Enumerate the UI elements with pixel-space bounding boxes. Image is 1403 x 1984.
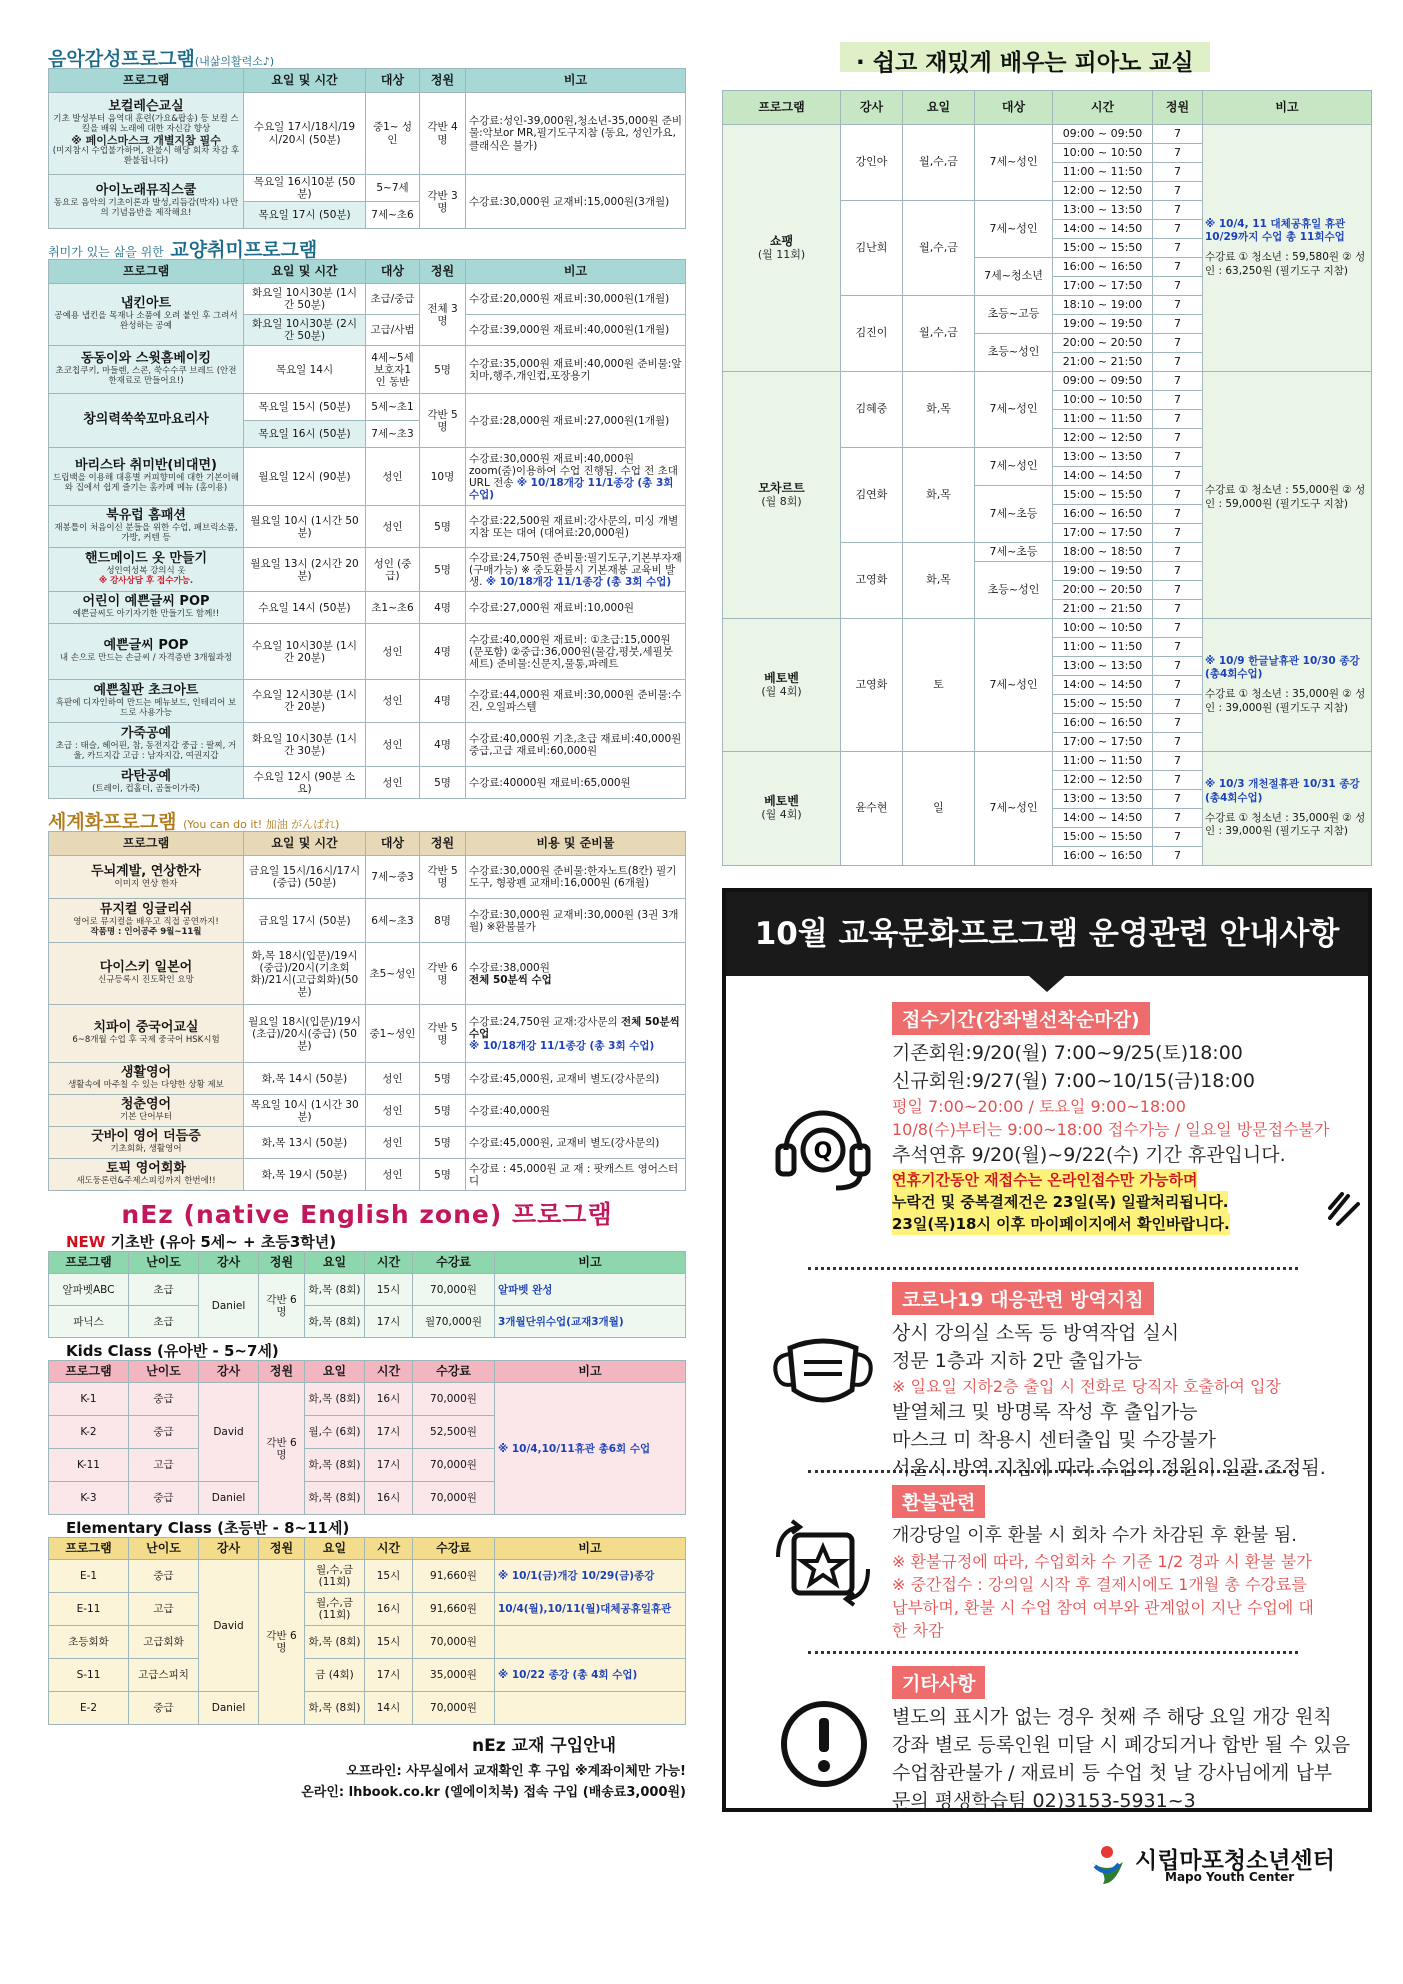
table-row: 김진이 월,수,금 초등~고등 18:10 ~ 19:00 7 [723, 296, 1372, 315]
table-row: 베토벤 (월 4회) 고영화 토 7세~성인 10:00 ~ 10:50 7 ※ 10/9 한글날휴관 10/30 종강(총4회수업) 수강료 ① 청소년 : 35,000원 ② 성 인 : 39,000원 (필기도구 지참) [723, 619, 1372, 638]
table-row: 13:00 ~ 13:50 7 [723, 790, 1372, 809]
registration-tag: 접수기간(강좌별선착순마감) [892, 1002, 1150, 1035]
center-logo: 시립마포청소년센터 Mapo Youth Center [1085, 1842, 1375, 1892]
table-row: 11:00 ~ 11:50 7 [723, 163, 1372, 182]
table-row: 초등~성인 20:00 ~ 20:50 7 [723, 334, 1372, 353]
table-row: 21:00 ~ 21:50 7 [723, 353, 1372, 372]
svg-text:Q: Q [813, 1139, 833, 1164]
table-row: 모차르트 (월 8회) 김혜중 화,목 7세~성인 09:00 ~ 09:50 7 수강료 ① 청소년 : 55,000원 ② 성 인 : 59,000원 (필기도구 지참) [723, 372, 1372, 391]
table-row: 다이스키 일본어 신규등록시 진도확인 요망 화,목 18시(입문)/19시(중급)/20시(기초회화)/21시(고급회화)(50분) 초5~성인 각반 6명 수강료:38,000원 전체 50분씩 수업 [49, 943, 686, 1005]
global-table [48, 831, 686, 1191]
table-row: 7세~초등 15:00 ~ 15:50 7 [723, 486, 1372, 505]
left-column [48, 44, 686, 1800]
mask-icon [768, 1320, 878, 1420]
table-row: S-11 고급스피치 금 (4회) 17시 35,000원 ※ 10/22 종강 (총 4회 수업) [49, 1659, 686, 1692]
logo-mark-icon [1085, 1844, 1129, 1888]
table-row: 창의력쑥쑥꼬마요리사 목요일 15시 (50분) 5세~초1 각반 5명 수강료:28,000원 재료비:27,000원(1개월) [49, 394, 686, 421]
hobby-header: 프로그램 [49, 260, 244, 284]
table-row: 20:00 ~ 20:50 7 [723, 581, 1372, 600]
refund-tag: 환불관련 [892, 1485, 985, 1518]
table-row: 라탄공예 (트레이, 컵홀더, 곰돌이가죽) 수요일 12시 (90분 소요) 성인 5명 수강료:40000원 재료비:65,000원 [49, 767, 686, 799]
table-row: 17:00 ~ 17:50 7 [723, 277, 1372, 296]
music-section-title: 음악감성프로그램(내삶의활력소♪) [48, 48, 275, 70]
piano-title: · 쉽고 재밌게 배우는 피아노 교실 [840, 42, 1210, 72]
table-row: 17:00 ~ 17:50 7 [723, 524, 1372, 543]
piano-table: 프로그램 강사 요일 대상 시간 정원 비고 쇼팽 (월 11회) 강인아 월,수,금 7세~성인 09:00 ~ 09:50 7 ※ 10/4, 11 대체공휴일 휴관 10/29까지 수업 총 11회수업 수강료 ① 청소년 : 59,580원 ② 성 인 : 63,250원 (필기도구 지참) 10:00 ~ 10:50 7 11:00 ~ 11:50 7 12:00 ~ 12:50 7 김난희 월,수,금 7세~성인 13:00 ~ 13:50 7 14:00 ~ 14:50 7 15:00 ~ 15:50 7 7세~청소년 16:00 ~ 16:50 7 17:00 ~ 17:50 7 김진이 월,수,금 초등~고등 18:10 ~ 19:00 7 19:00 ~ 19:50 7 초등~성인 20:00 ~ 20:50 7 21:00 ~ 21:50 7 모차르트 (월 8회) 김혜중 화,목 7세~성인 09:00 ~ 09:50 7 수강료 ① 청소년 : 55,000원 ② 성 인 : 59,000원 (필기도구 지참) 10:00 ~ 10:50 7 11:00 ~ 11:50 7 12:00 ~ 12:50 7 김연화 화,목 7세~성인 13:00 ~ 13:50 7 14:00 ~ 14:50 7 7세~초등 15:00 ~ 15:50 7 16:00 ~ 16:50 7 17:00 ~ 17:50 7 고영화 화,목 7세~초등 18:00 ~ 18:50 7 초등~성인 19:00 ~ 19:50 7 20:00 ~ 20:50 7 21:00 ~ 21:50 7 베토벤 (월 4회) 고영화 토 7세~성인 10:00 ~ 10:50 7 ※ 10/9 한글날휴관 10/30 종강(총4회수업) 수강료 ① 청소년 : 35,000원 ② 성 인 : 39,000원 (필기도구 지참) 11:00 ~ 11:50 7 13:00 ~ 13:50 7 14:00 ~ 14:50 7 15:00 ~ 15:50 7 16:00 ~ 16:50 7 17:00 ~ 17:50 7 베토벤 (월 4회) 윤수현 일 7세~성인 11:00 ~ 11:50 7 ※ 10/3 개천절휴관 10/31 종강(총4회수업) 수강료 ① 청소년 : 35,000원 ② 성 인 : 39,000원 (필기도구 지참) 12:00 ~ 12:50 7 13:00 ~ 13:50 7 14:00 ~ 14:50 7 15:00 ~ 15:50 7 16:00 ~ 16:50 7 [722, 90, 1372, 866]
music-header: 비고 [466, 69, 686, 93]
global-header: 정원 [420, 832, 466, 856]
table-row: 쇼팽 (월 11회) 강인아 월,수,금 7세~성인 09:00 ~ 09:50 7 ※ 10/4, 11 대체공휴일 휴관 10/29까지 수업 총 11회수업 수강료 ① 청소년 : 59,580원 ② 성 인 : 63,250원 (필기도구 지참) [723, 125, 1372, 144]
hobby-header: 대상 [366, 260, 420, 284]
nez-kids-table: 프로그램 난이도 강사 정원 요일 시간 수강료 비고 K-1 중급 David 각반 6명 화,목 (8회) 16시 70,000원 ※ 10/4,10/11휴관 총6회 수업 K-2 중급 월,수 (6회) 17시 52,500원 K-11 고급 화,목 (8회) 17시 70,000원 K-3 중급 Daniel 화,목 (8회) 16시 70,000원 [48, 1360, 686, 1515]
table-row: 알파벳ABC 초급 Daniel 각반 6명 화,목 (8회) 15시 70,000원 알파벳 완성 [49, 1274, 686, 1306]
table-row: E-11 고급 월,수,금 (11회) 16시 91,660원 10/4(월),10/11(월)대체공휴일휴관 [49, 1593, 686, 1626]
music-header: 정원 [420, 69, 466, 93]
table-row: 17:00 ~ 17:50 7 [723, 733, 1372, 752]
table-row: 굿바이 영어 더듬증 기초회화, 생활영어 화,목 13시 (50분) 성인 5명 수강료:45,000원, 교재비 별도(강사문의) [49, 1127, 686, 1159]
table-row: 냅킨아트 공예용 냅킨을 목재나 소품에 오려 붙인 후 그려서 완성하는 공예 화요일 10시30분 (1시간 50분) 초급/중급 전체 3명 수강료:20,000원 재료비:30,000원(1개월) [49, 284, 686, 315]
music-header: 프로그램 [49, 69, 244, 93]
global-header: 비용 및 준비물 [466, 832, 686, 856]
table-row: 북유럽 홈패션 재봉틀이 처음이신 분들을 위한 수업, 패브릭소품, 가방, 커텐 등 월요일 10시 (1시간 50분) 성인 5명 수강료:22,500원 재료비:강사문의, 미싱 개별지참 또는 대여 (대여료:20,000원) [49, 506, 686, 548]
table-row: 치파이 중국어교실 6~8개월 수업 후 국제 중국어 HSK시험 월요일 18시(입문)/19시(초급)/20시(중급) (50분) 중1~성인 각반 5명 수강료:24,750원 교재:강사문의 전체 50분씩 수업 ※ 10/18개강 11/1종강 (총 3회 수업) [49, 1005, 686, 1063]
table-row: 초등~성인 19:00 ~ 19:50 7 [723, 562, 1372, 581]
table-row: K-1 중급 David 각반 6명 화,목 (8회) 16시 70,000원 ※ 10/4,10/11휴관 총6회 수업 [49, 1383, 686, 1416]
notice-section-etc: 기타사항 별도의 표시가 없는 경우 첫째 주 해당 요일 개강 원칙 강좌 별로 등록인원 미달 시 폐강되거나 합반 될 수 있음 수업참관불가 / 재료비 등 수업 첫 날 강사님에게 납부 문의 평생학습팀 02)3153-5931~3 [726, 1654, 1368, 1804]
notice-section-refund: 환불관련 개강당일 이후 환불 시 회차 수가 차감된 후 환불 됨. ※ 환불규정에 따라, 수업회차 수 기준 1/2 경과 시 환불 불가 ※ 중간접수 : 강의일 시작 후 결제시에도 1개월 총 수강료를 납부하며, 환불 시 수업 참여 여부와 관계없이 지난 수업에 대 한 차감 [726, 1473, 1368, 1651]
table-row: 13:00 ~ 13:50 7 [723, 657, 1372, 676]
table-row: 보컬레슨교실 기초 발성부터 음역대 훈련(가요&팝송) 등 보컬 스킬을 배워 노래에 대한 자신감 향상 ※ 페이스마스크 개별지참 필수 (미지참시 수업불가하며, 환불시 해당 회차 차감 후 환불됩니다) 수요일 17시/18시/19시/20시 (50분) 중1~ 성인 각반 4명 수강료:성인-39,000원,청소년-35,000원 준비물:악보or MR,필기도구지참 (동요, 성인가요, 클래식은 불가) [49, 93, 686, 175]
global-header: 프로그램 [49, 832, 244, 856]
table-row: 15:00 ~ 15:50 7 [723, 239, 1372, 258]
notice-title: 10월 교육문화프로그램 운영관련 안내사항 [726, 892, 1368, 976]
music-header: 요일 및 시간 [244, 69, 366, 93]
table-row: 10:00 ~ 10:50 7 [723, 391, 1372, 410]
table-row: 12:00 ~ 12:50 7 [723, 182, 1372, 201]
nez-elem-table: 프로그램 난이도 강사 정원 요일 시간 수강료 비고 E-1 중급 David 각반 6명 월,수,금 (11회) 15시 91,660원 ※ 10/1(금)개강 10/29(금)종강 E-11 고급 월,수,금 (11회) 16시 91,660원 10/4(월),10/11(월)대체공휴일휴관 초등회화 고급회화 화,목 (8회) 15시 70,000원 S-11 고급스피치 금 (4회) 17시 35,000원 ※ 10/22 종강 (총 4회 수업) E-2 중급 Daniel 화,목 (8회) 14시 70,000원 [48, 1537, 686, 1725]
table-row: 16:00 ~ 16:50 7 [723, 847, 1372, 866]
table-row: K-2 중급 월,수 (6회) 17시 52,500원 [49, 1416, 686, 1449]
table-row: 예쁜칠판 초크아트 흑판에 디자인하여 만드는 메뉴보드, 인테리어 보드로 사용가능 수요일 12시30분 (1시간 20분) 성인 4명 수강료:44,000원 재료비:30,000원 준비물:수건, 오일파스텔 [49, 680, 686, 723]
table-row: E-1 중급 David 각반 6명 월,수,금 (11회) 15시 91,660원 ※ 10/1(금)개강 10/29(금)종강 [49, 1560, 686, 1593]
global-header: 요일 및 시간 [244, 832, 366, 856]
table-row: 14:00 ~ 14:50 7 [723, 467, 1372, 486]
table-row: 21:00 ~ 21:50 7 [723, 600, 1372, 619]
covid-tag: 코로나19 대응관련 방역지침 [892, 1282, 1154, 1315]
table-row: 청춘영어 기본 단어부터 목요일 10시 (1시간 30분) 성인 5명 수강료:40,000원 [49, 1095, 686, 1127]
table-row: 12:00 ~ 12:50 7 [723, 429, 1372, 448]
table-row: 가죽공예 초급 : 태슬, 헤어핀, 참, 동전지갑 중급 : 팔찌, 거울, 카드지갑 고급 : 남자지갑, 여권지갑 화요일 10시30분 (1시간 30분) 성인 4명 수강료:40,000원 기초,초급 재료비:40,000원 중급,고급 재료비:60,000원 [49, 723, 686, 767]
global-header: 대상 [366, 832, 420, 856]
table-row: 11:00 ~ 11:50 7 [723, 410, 1372, 429]
table-row: 김난희 월,수,금 7세~성인 13:00 ~ 13:50 7 [723, 201, 1372, 220]
refund-star-icon [768, 1513, 878, 1613]
table-row: 뮤지컬 잉글리쉬 영어로 뮤지컬을 배우고 직접 공연까지! 작품명 : 인어공주 9월~11월 금요일 17시 (50분) 6세~초3 8명 수강료:30,000원 교재비:30,000원 (3권 3개월) ※환불불가 [49, 899, 686, 943]
table-row: 19:00 ~ 19:50 7 [723, 315, 1372, 334]
nez-kids-title: Kids Class (유아반 - 5~7세) [66, 1342, 279, 1361]
table-row: 11:00 ~ 11:50 7 [723, 638, 1372, 657]
table-row: 7세~청소년 16:00 ~ 16:50 7 [723, 258, 1372, 277]
table-row: K-3 중급 Daniel 화,목 (8회) 16시 70,000원 [49, 1482, 686, 1515]
table-row: 핸드메이드 옷 만들기 성인여성복 강의식 옷 ※ 강사상담 후 접수가능. 월요일 13시 (2시간 20분) 성인 (중급) 5명 수강료:24,750원 준비물:필기도구,기본부자재(구매가능) ※ 중도환불시 기본재봉 교육비 발생. ※ 10/18개강 11/1종강 (총 3회 수업) [49, 548, 686, 592]
table-row: 14:00 ~ 14:50 7 [723, 809, 1372, 828]
etc-tag: 기타사항 [892, 1666, 985, 1699]
table-row: 14:00 ~ 14:50 7 [723, 676, 1372, 695]
table-row: 파닉스 초급 화,목 (8회) 17시 월70,000원 3개월단위수업(교재3개월) [49, 1306, 686, 1338]
table-row: 생활영어 생활속에 마주칠 수 있는 다양한 상황 제보 화,목 14시 (50분) 성인 5명 수강료:45,000원, 교재비 별도(강사문의) [49, 1063, 686, 1095]
table-row: 12:00 ~ 12:50 7 [723, 771, 1372, 790]
notice-section-registration: Q 접수기간(강좌별선착순마감) 기존회원:9/20(월) 7:00~9/25(토)18:00 신규회원:9/27(월) 7:00~10/15(금)18:00 평일 7:00~20:00 / 토요일 9:00~18:00 10/8(수)부터는 9:00~18:00 접수가능 / 일요일 방문접수불가 추석연휴 9/20(월)~9/22(수) 기간 휴관입니다. 연휴기간동안 재접수는 온라인접수만 가능하며 누락건 및 중복결제건은 23일(목) 일괄처리됩니다. 23일(목)18시 이후 마이페이지에서 확인바랍니다. [726, 992, 1368, 1267]
table-row: 14:00 ~ 14:50 7 [723, 220, 1372, 239]
table-row: 16:00 ~ 16:50 7 [723, 505, 1372, 524]
notice-pointer [1029, 976, 1065, 992]
table-row: 15:00 ~ 15:50 7 [723, 828, 1372, 847]
headset-icon [768, 1088, 878, 1198]
table-row: 초등회화 고급회화 화,목 (8회) 15시 70,000원 [49, 1626, 686, 1659]
music-header: 대상 [366, 69, 420, 93]
notice-box [722, 888, 1372, 1812]
alert-icon [774, 1694, 874, 1794]
hobby-header: 비고 [466, 260, 686, 284]
table-row: 아이노래뮤직스쿨 동요로 음악의 기초이론과 발성,리듬감(박자) 나만의 기념음반을 제작해요! 목요일 16시10분 (50분) 5~7세 각반 3명 수강료:30,000원 교재비:15,000원(3개월) [49, 175, 686, 202]
hobby-header: 요일 및 시간 [244, 260, 366, 284]
table-row: E-2 중급 Daniel 화,목 (8회) 14시 70,000원 [49, 1692, 686, 1725]
table-row: 동동이와 스윗홈베이킹 초코칩쿠키, 마들렌, 스콘, 쑥수수쿠 브레드 (안전한재료로 만들어요!) 목요일 14시 4세~5세 보호자1인 동반 5명 수강료:35,000원 재료비:40,000원 준비물:앞치마,행주,개인컵,포장용기 [49, 346, 686, 394]
nez-elem-title: Elementary Class (초등반 - 8~11세) [66, 1519, 350, 1538]
music-table: 프로그램 요일 및 시간 대상 정원 비고 보컬레슨교실 기초 발성부터 음역대 훈련(가요&팝송) 등 보컬 스킬을 배워 노래에 대한 자신감 향상 ※ 페이스마스크 개별지참 필수 (미지참시 수업불가하며, 환불시 해당 회차 차감 후 환불됩니다) 수요일 17시/18시/19시/20시 (50분) 중1~ 성인 각반 4명 수강료:성인-39,000원,청소년-35,000원 준비물:악보or MR,필기도구지참 (동요, 성인가요, 클래식은 불가) 아이노래뮤직스쿨 동요로 음악의 기초이론과 발성,리듬감(박자) 나만의 기념음반을 제작해요! 목요일 16시10분 (50분) 5~7세 각반 3명 수강료:30,000원 교재비:15,000원(3개월) 목요일 17시 (50분) 7세~초6 [48, 68, 686, 229]
nez-title: nEz (native English zone) 프로그램 [121, 1200, 613, 1230]
nez-basic-title: NEW 기초반 (유아 5세~ + 초등3학년) [66, 1233, 337, 1252]
nez-basic-table: 프로그램 난이도 강사 정원 요일 시간 수강료 비고 알파벳ABC 초급 Daniel 각반 6명 화,목 (8회) 15시 70,000원 알파벳 완성 파닉스 초급 화,목 (8회) 17시 월70,000원 3개월단위수업(교재3개월) [48, 1251, 686, 1338]
table-row: 어린이 예쁜글씨 POP 예쁜글씨도 아기자기한 만들기도 함께!! 수요일 14시 (50분) 초1~초6 4명 수강료:27,000원 재료비:10,000원 [49, 592, 686, 624]
nez-book-info: nEz 교재 구입안내 오프라인: 사무실에서 교재확인 후 구입 ※계좌이체만 가능! 온라인: lhbook.co.kr (엘에이치북) 접속 구입 (배송료3,000원) [301, 1736, 686, 1801]
hobby-table: 프로그램 요일 및 시간 대상 정원 비고 냅킨아트 공예용 냅킨을 목재나 소품에 오려 붙인 후 그려서 완성하는 공예 화요일 10시30분 (1시간 50분) 초급/중급 전체 3명 수강료:20,000원 재료비:30,000원(1개월) 화요일 10시30분 (2시간 50분) 고급/사범 수강료:39,000원 재료비:40,000원(1개월) 동동이와 스윗홈베이킹 초코칩쿠키, 마들렌, 스콘, 쑥수수쿠 브레드 (안전한재료로 만들어요!) 목요일 14시 4세~5세 보호자1인 동반 5명 수강료:35,000원 재료비:40,000원 준비물:앞치마,행주,개인컵,포장용기 창의력쑥쑥꼬마요리사 목요일 15시 (50분) 5세~초1 각반 5명 수강료:28,000원 재료비:27,000원(1개월) 목요일 16시 (50분) 7세~초3 바리스타 취미반(비대면) 드립백을 이용해 대흥별 커피향미에 대한 기본이해와 집에서 쉽게 즐기는 홈카페 메뉴 (홈이용) 월요일 12시 (90분) 성인 10명 수강료:30,000원 재료비:40,000원 zoom(줌)이용하여 수업 진행됨. 수업 전 초대 URL 전송 ※ 10/18개강 11/1종강 (총 3회 수업) 북유럽 홈패션 재봉틀이 처음이신 분들을 위한 수업, 패브릭소품, 가방, 커텐 등 월요일 10시 (1시간 50분) 성인 5명 수강료:22,500원 재료비:강사문의, 미싱 개별지참 또는 대여 (대여료:20,000원) 핸드메이드 옷 만들기 성인여성복 강의식 옷 ※ 강사상담 후 접수가능. 월요일 13시 (2시간 20분) 성인 (중급) 5명 수강료:24,750원 준비물:필기도구,기본부자재(구매가능) ※ 중도환불시 기본재봉 교육비 발생. ※ 10/18개강 11/1종강 (총 3회 수업) 어린이 예쁜글씨 POP 예쁜글씨도 아기자기한 만들기도 함께!! 수요일 14시 (50분) 초1~초6 4명 수강료:27,000원 재료비:10,000원 예쁜글씨 POP 내 손으로 만드는 손글씨 / 자격증반 3개월과정 수요일 10시30분 (1시간 20분) 성인 4명 수강료:40,000원 재료비: ①초급:15,000원 (문포함) ②중급:36,000원(물감,평붓,세필붓세트) 준비물:신문지,물통,파레트 예쁜칠판 초크아트 흑판에 디자인하여 만드는 메뉴보드, 인테리어 보드로 사용가능 수요일 12시30분 (1시간 20분) 성인 4명 수강료:44,000원 재료비:30,000원 준비물:수건, 오일파스텔 가죽공예 초급 : 태슬, 헤어핀, 참, 동전지갑 중급 : 팔찌, 거울, 카드지갑 고급 : 남자지갑, 여권지갑 화요일 10시30분 (1시간 30분) 성인 4명 수강료:40,000원 기초,초급 재료비:40,000원 중급,고급 재료비:60,000원 라탄공예 (트레이, 컵홀더, 곰돌이가죽) 수요일 12시 (90분 소요) 성인 5명 수강료:40000원 재료비:65,000원 [48, 259, 686, 799]
notice-section-covid: 코로나19 대응관련 방역지침 상시 강의실 소독 등 방역작업 실시 정문 1층과 지하 2만 출입가능 ※ 일요일 지하2층 출입 시 전화로 당직자 호출하여 입장 발열체크 및 방명록 작성 후 출입가능 마스크 미 착용시 센터출입 및 수강불가 서울시 방역 지침에 따라 수업의 정원이 일괄 조정됨. [726, 1270, 1368, 1470]
table-row: K-11 고급 화,목 (8회) 17시 70,000원 [49, 1449, 686, 1482]
table-row: 베토벤 (월 4회) 윤수현 일 7세~성인 11:00 ~ 11:50 7 ※ 10/3 개천절휴관 10/31 종강(총4회수업) 수강료 ① 청소년 : 35,000원 ② 성 인 : 39,000원 (필기도구 지참) [723, 752, 1372, 771]
table-row: 토픽 영어회화 새도둥론런&주제스피킹까지 한번에!! 화,목 19시 (50분) 성인 5명 수강료 : 45,000원 교 재 : 팟캐스트 영어스터디 [49, 1159, 686, 1191]
table-row: 16:00 ~ 16:50 7 [723, 714, 1372, 733]
table-row: 고영화 화,목 7세~초등 18:00 ~ 18:50 7 [723, 543, 1372, 562]
table-row: 김연화 화,목 7세~성인 13:00 ~ 13:50 7 [723, 448, 1372, 467]
table-row: 두뇌계발, 연상한자 이미지 연상 한자 금요일 15시/16시/17시(중급) (50분) 7세~중3 각반 5명 수강료:30,000원 준비물:한자노트(8칸) 필기도구, 형광펜 교재비:16,000원 (6개월) [49, 856, 686, 899]
table-row: 10:00 ~ 10:50 7 [723, 144, 1372, 163]
table-row: 바리스타 취미반(비대면) 드립백을 이용해 대흥별 커피향미에 대한 기본이해와 집에서 쉽게 즐기는 홈카페 메뉴 (홈이용) 월요일 12시 (90분) 성인 10명 수강료:30,000원 재료비:40,000원 zoom(줌)이용하여 수업 진행됨. 수업 전 초대 URL 전송 ※ 10/18개강 11/1종강 (총 3회 수업) [49, 448, 686, 506]
table-row: 15:00 ~ 15:50 7 [723, 695, 1372, 714]
highlight-marks-icon [1326, 1188, 1362, 1228]
hobby-header: 정원 [420, 260, 466, 284]
global-section-title: 세계화프로그램 (You can do it! 加油 がんばれ) [48, 811, 340, 834]
table-row: 예쁜글씨 POP 내 손으로 만드는 손글씨 / 자격증반 3개월과정 수요일 10시30분 (1시간 20분) 성인 4명 수강료:40,000원 재료비: ①초급:15,000원 (문포함) ②중급:36,000원(물감,평붓,세필붓세트) 준비물:신문지,물통,파레트 [49, 624, 686, 680]
piano-table-wrap [722, 90, 1372, 866]
hobby-section-title: 취미가 있는 삶을 위한 교양취미프로그램 [48, 239, 318, 262]
